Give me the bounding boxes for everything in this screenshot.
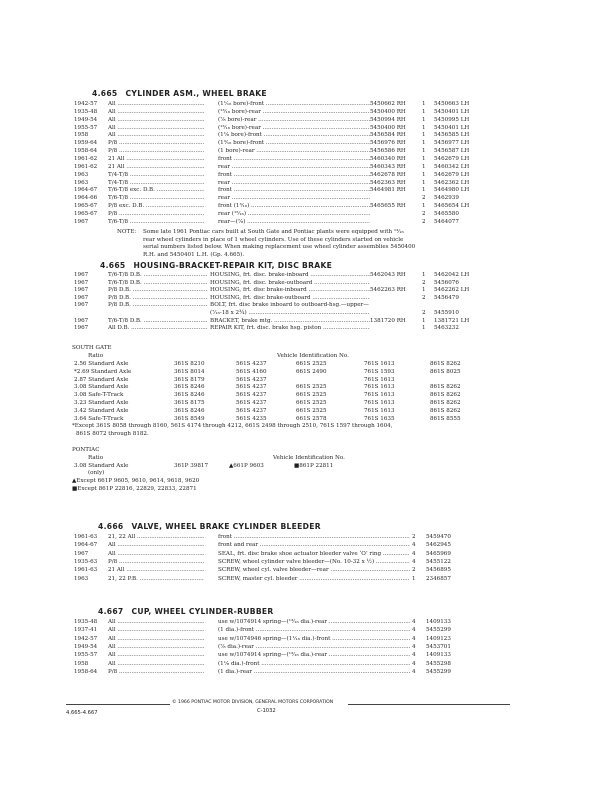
footer-page-code: C-1032: [257, 708, 276, 714]
part-number: 5464077: [434, 218, 459, 225]
description: front and rear .....: [218, 541, 410, 550]
section-heading: HOUSING-BRACKET-REPAIR KIT, DISC BRAKE: [133, 261, 333, 270]
description: (1 bore)-rear .....: [218, 147, 370, 156]
part-number-rh: 5462363 RH: [370, 179, 406, 186]
part-number: 5450401 LH: [434, 108, 470, 115]
model: T/6-T/8 D.B. .....: [108, 271, 208, 280]
south-gate-title: SOUTH GATE: [72, 345, 112, 351]
year: 1963: [74, 575, 89, 582]
quantity: 2: [422, 310, 426, 316]
quantity: 1: [422, 272, 426, 278]
model: 21, 22 P.B. .....: [108, 575, 204, 584]
vin-v2: 561S 4160: [236, 368, 267, 375]
quantity: 1: [422, 325, 426, 332]
quantity: 1: [422, 203, 426, 210]
description: rear—(⁷⁄₈) .....: [218, 218, 370, 227]
part-number-rh: 5462678 RH: [370, 171, 406, 178]
part-number-rh: 5450994 RH: [370, 116, 406, 123]
model: P/8 D.B. .....: [108, 286, 208, 295]
part-number: 5456977 LH: [434, 140, 470, 147]
description: rear .....: [218, 194, 370, 203]
part-number: 5450995 LH: [434, 116, 470, 123]
part-number: 5462362 LH: [434, 179, 470, 186]
pontiac-footnote-square: ■Except 861P 22816, 22829, 22833, 22871: [72, 486, 197, 492]
description: BRACKET, brake mtg. .....: [210, 317, 370, 326]
part-number-rh: 5450400 RH: [370, 124, 406, 131]
part-number-rh: 5450400 RH: [370, 108, 406, 115]
pontiac-ratio-sub: (only): [88, 470, 105, 476]
part-number-rh: 5450662 RH: [370, 101, 406, 107]
part-number-rh: 5462263 RH: [370, 287, 406, 294]
year: 1958-64: [74, 148, 98, 155]
vin-v1: 361S 8246: [174, 384, 205, 391]
vin-v4: 761S 1613: [364, 384, 395, 391]
model: P/8 .....: [108, 558, 204, 567]
part-number: 5462679 LH: [434, 171, 470, 178]
quantity: 4: [412, 668, 416, 675]
quantity: 1: [422, 171, 426, 178]
quantity: 2: [412, 567, 416, 574]
year: 1942-57: [74, 101, 98, 107]
year: 1961-63: [74, 534, 98, 540]
year: 1961-63: [74, 567, 98, 574]
model: All .....: [108, 124, 204, 133]
quantity: 1: [412, 575, 416, 582]
vin-v4: 761S 1635: [364, 415, 395, 422]
year: 1937-41: [74, 627, 98, 634]
year: 1955-57: [74, 652, 98, 659]
vin-v5: 861S 8555: [430, 415, 461, 422]
description: SCREW, wheel cylinder valve bleeder—(No. 10-32 x ½) .....: [218, 558, 410, 567]
description: use w/1074914 spring—(¹³⁄₁₆ dia.)-rear .....: [218, 651, 410, 660]
description: front .....: [218, 171, 370, 180]
year: 1955-57: [74, 124, 98, 131]
section-number: 4.667: [98, 607, 124, 616]
model: All .....: [108, 618, 204, 627]
model: All .....: [108, 100, 204, 109]
part-number-rh: 5460343 RH: [370, 163, 406, 170]
footer-copyright: © 1966 PONTIAC MOTOR DIVISION, GENERAL MOTORS CORPORATION: [172, 700, 334, 705]
vin-v2: 561S 4237: [236, 400, 267, 406]
description: (¹³⁄₁₆ bore)-rear .....: [218, 108, 370, 117]
description: SEAL, frt. disc brake shoe actuator bleeder valve ‘O’ ring .....: [218, 550, 410, 559]
description: SCREW, master cyl. bleeder .....: [218, 575, 410, 584]
vin-row: [74, 383, 554, 391]
note-label: NOTE:: [117, 229, 137, 235]
year: 1964-67: [74, 187, 98, 194]
quantity: 4: [412, 660, 416, 667]
part-number: 5465654 LH: [434, 203, 470, 210]
description: rear .....: [218, 179, 370, 188]
vin-row: [74, 376, 554, 384]
part-number: 1409133: [426, 619, 451, 625]
model: T/6-T/8 exc. D.B. .....: [108, 186, 204, 195]
description: REPAIR KIT, frt. disc. brake hsg. piston .....: [210, 324, 370, 333]
part-number-rh: 5465655 RH: [370, 203, 406, 210]
part-number: 2346857: [426, 575, 451, 582]
section-number: 4.665: [100, 261, 126, 270]
vin-v1: 361S 8175: [174, 400, 205, 406]
description: (1 dia.)-rear .....: [218, 668, 410, 677]
part-number: 5453701: [426, 643, 451, 650]
vin-v1: 361S 8549: [174, 415, 205, 422]
model: P/8 .....: [108, 210, 204, 219]
section-heading: CUP, WHEEL CYLINDER-RUBBER: [131, 607, 274, 616]
vin-row: [74, 360, 554, 368]
quantity: 4: [412, 550, 416, 557]
model: 21, 22 All .....: [108, 533, 204, 542]
model: All .....: [108, 116, 204, 125]
model: T/6-T/8 D.B. .....: [108, 317, 208, 326]
quantity: 1: [422, 132, 426, 139]
model: All .....: [108, 635, 204, 644]
model: 21 All .....: [108, 566, 204, 575]
year: 1935-48: [74, 108, 98, 115]
part-number: 5456076: [434, 279, 459, 286]
quantity: 2: [412, 534, 416, 540]
description: rear .....: [218, 163, 370, 172]
model: T/6-T/8 .....: [108, 218, 204, 227]
year: 1967: [74, 287, 89, 294]
ratio: 3.08 Safe-T-Track: [74, 392, 124, 399]
ratio: 3.64 Safe-T-Track: [74, 415, 124, 422]
description: (1 dia.)-front .....: [218, 626, 410, 635]
quantity: 4: [412, 542, 416, 549]
section-title-rubber-cup: [98, 607, 274, 616]
quantity: 1: [422, 155, 426, 162]
year: 1964-66: [74, 195, 98, 202]
part-number: 5455122: [426, 558, 451, 565]
vin-v4: 761S 1613: [364, 392, 395, 399]
model: P/8 D.B. .....: [108, 301, 208, 310]
vin-v1: 361S 8246: [174, 392, 205, 399]
model: All .....: [108, 108, 204, 117]
part-number: 5460342 LH: [434, 163, 470, 170]
model: All .....: [108, 626, 204, 635]
year: 1965-67: [74, 203, 98, 210]
ratio: 3.42 Standard Axle: [74, 407, 129, 414]
pontiac-vin-header: Vehicle Identification No.: [273, 455, 345, 461]
quantity: 1: [422, 148, 426, 155]
year: 1967: [74, 325, 89, 332]
vin-v3: 661S 2525: [296, 392, 327, 399]
quantity: 1: [422, 163, 426, 170]
description: (1³⁄₁₆ bore)-front .....: [218, 139, 370, 148]
year: 1967: [74, 272, 89, 278]
cylinder-note: [117, 229, 417, 259]
quantity: 2: [422, 294, 426, 301]
description: (⁷⁄₈ dia.)-rear .....: [218, 643, 410, 652]
part-number: 5462042 LH: [434, 272, 470, 278]
part-number: 5456895: [426, 567, 451, 574]
quantity: 1: [422, 101, 426, 107]
part-number: 5464980 LH: [434, 187, 470, 194]
description: use w/1074946 spring—(1¹⁄₁₆ dia.)-front .....: [218, 635, 410, 644]
quantity: 1: [422, 108, 426, 115]
vin-v5: 861S 8262: [430, 407, 461, 414]
section-title-cylinder-asm: [92, 89, 267, 98]
year: 1949-54: [74, 643, 98, 650]
model: P/8 D.B. .....: [108, 294, 208, 303]
model: 21 All .....: [108, 155, 204, 164]
pontiac-title: PONTIAC: [72, 447, 100, 453]
year: 1949-54: [74, 116, 98, 123]
part-number: 5456587 LH: [434, 148, 470, 155]
model: All .....: [108, 541, 204, 550]
vin-v5: 861S 8025: [430, 368, 461, 375]
vin-v1: 361S 8014: [174, 368, 205, 375]
quantity: 1: [422, 179, 426, 186]
part-number-rh: 5456976 RH: [370, 140, 406, 147]
year: 1958-64: [74, 668, 98, 675]
ratio: 2.87 Standard Axle: [74, 376, 129, 383]
vin-v5: 861S 8262: [430, 392, 461, 399]
vin-v1: 361S 8179: [174, 376, 205, 383]
table-row: [74, 668, 554, 677]
description: rear (¹⁵⁄₁₆) .....: [218, 210, 370, 219]
vin-row: [74, 399, 554, 407]
part-number: 5450663 LH: [434, 101, 470, 107]
ratio: *2.69 Standard Axle: [74, 368, 132, 375]
part-number: 5462262 LH: [434, 287, 470, 294]
quantity: 4: [412, 635, 416, 642]
quantity: 2: [422, 195, 426, 202]
vin-v3: 661S 2525: [296, 384, 327, 391]
model: All .....: [108, 660, 204, 669]
year: 1967: [74, 279, 89, 286]
quantity: 1: [422, 116, 426, 123]
model: T/6-T/8 .....: [108, 194, 204, 203]
model: P/8 .....: [108, 147, 204, 156]
year: 1964-67: [74, 542, 98, 549]
description: HOUSING, frt. disc. brake-outboard .....: [210, 279, 370, 288]
quantity: 2: [422, 218, 426, 225]
year: 1965-67: [74, 210, 98, 217]
model: P/8 .....: [108, 139, 204, 148]
part-number: 5455299: [426, 627, 451, 634]
part-number-rh: 5456584 RH: [370, 132, 406, 139]
year: 1961-62: [74, 163, 98, 170]
description: front .....: [218, 186, 370, 195]
description: (⁷⁄₈ bore)-rear .....: [218, 116, 370, 125]
vin-v1: 361S 8210: [174, 361, 205, 367]
table-row: [74, 324, 554, 333]
south-gate-ratio-header: Ratio: [88, 353, 104, 359]
ratio: 3.23 Standard Axle: [74, 400, 129, 406]
description: (¹³⁄₁₆ bore)-rear .....: [218, 124, 370, 133]
part-number: 1381721 LH: [434, 317, 470, 324]
section-title-housing-bracket: [100, 261, 332, 270]
quantity: 1: [422, 140, 426, 147]
year: 1967: [74, 294, 89, 301]
year: 1935-63: [74, 558, 98, 565]
quantity: 1: [422, 124, 426, 131]
quantity: 4: [412, 619, 416, 625]
pontiac-footnote-triangle: ▲Except 661P 9605, 9610, 9614, 9618, 9620: [72, 478, 200, 484]
vin-row: [74, 391, 554, 399]
description: (1¹⁄₈ dia.)-front .....: [218, 660, 410, 669]
part-number: 5465580: [434, 210, 459, 217]
model: T/4-T/8 .....: [108, 179, 204, 188]
ratio: 3.08 Standard Axle: [74, 384, 129, 391]
vin-v4: 761S 1613: [364, 361, 395, 367]
part-number-rh: 5456586 RH: [370, 148, 406, 155]
model: All .....: [108, 550, 204, 559]
description: (1¹⁄₁₆ bore)-front .....: [218, 100, 370, 109]
vin-v5: 861S 8262: [430, 384, 461, 391]
model: P/8 exc. D.B. .....: [108, 202, 204, 211]
model: 21 All .....: [108, 163, 204, 172]
pontiac-row: [74, 462, 554, 470]
table-row: [74, 218, 554, 227]
quantity: 4: [412, 643, 416, 650]
part-number: 5450401 LH: [434, 124, 470, 131]
description: front (1³⁄₁₆) .....: [218, 202, 370, 211]
part-number: 5459470: [426, 534, 451, 540]
year: 1942-57: [74, 635, 98, 642]
footer-rule-right: [348, 704, 510, 705]
year: 1967: [74, 218, 89, 225]
table-row: [74, 575, 554, 584]
part-number: 5456479: [434, 294, 459, 301]
vin-v3: 661S 2578: [296, 415, 327, 422]
model: All D.B. .....: [108, 324, 208, 333]
year: 1967: [74, 550, 89, 557]
vin-86: ■861P 22811: [294, 463, 334, 469]
vin-v2: 561S 4237: [236, 392, 267, 399]
part-number: 5455299: [426, 668, 451, 675]
vin-v3: 661S 2525: [296, 400, 327, 406]
vin-v2: 561S 4237: [236, 376, 267, 383]
footer-group-range: 4.665-4.667: [66, 710, 98, 716]
quantity: 4: [412, 627, 416, 634]
vin-36: 361P 39817: [174, 463, 209, 469]
ratio: 2.56 Standard Axle: [74, 361, 129, 367]
part-number-rh: 5464981 RH: [370, 187, 406, 194]
part-number: 1409123: [426, 635, 451, 642]
vin-v5: 861S 8262: [430, 361, 461, 367]
vin-v3: 661S 2525: [296, 407, 327, 414]
description: front .....: [218, 533, 410, 542]
model: P/8 .....: [108, 668, 204, 677]
vin-v4: 761S 1613: [364, 376, 395, 383]
year: 1961-62: [74, 155, 98, 162]
part-number-rh: 1381720 RH: [370, 317, 406, 324]
vin-v3: 661S 2525: [296, 361, 327, 367]
footer-rule-left: [66, 704, 170, 705]
description: HOUSING, frt. disc. brake-inboard .....: [210, 271, 370, 280]
part-number-rh: 5462043 RH: [370, 272, 406, 278]
description: (1¹⁄₈ bore)-front .....: [218, 131, 370, 140]
part-number: 5462945: [426, 542, 451, 549]
description: use w/1074914 spring—(¹³⁄₁₆ dia.)-rear .....: [218, 618, 410, 627]
vin-v2: 561S 4237: [236, 407, 267, 414]
quantity: 1: [422, 187, 426, 194]
vin-row: [74, 407, 554, 415]
part-number: 5465969: [426, 550, 451, 557]
part-number: 5462679 LH: [434, 155, 470, 162]
model: All .....: [108, 131, 204, 140]
description: HOUSING, frt. disc brake-inboard .....: [210, 286, 370, 295]
year: 1958: [74, 132, 89, 139]
description: (⁷⁄₁₆-18 x 2¾) .....: [210, 309, 370, 318]
vin-row: [74, 368, 554, 376]
south-gate-vin-header: Vehicle Identification No.: [277, 353, 349, 359]
quantity: 2: [422, 210, 426, 217]
part-number: 5455910: [434, 310, 459, 316]
quantity: 1: [422, 287, 426, 294]
pontiac-ratio-header: Ratio: [88, 455, 104, 461]
year: 1967: [74, 317, 89, 324]
model: All .....: [108, 651, 204, 660]
vin-row: [74, 415, 554, 423]
vin-v4: 761S 1593: [364, 368, 395, 375]
description: BOLT, frt. disc brake inboard to outboard-hsg.—upper— .....: [210, 301, 370, 310]
south-gate-footnote: *Except 361S 8058 through 8160, 561S 4174 through 4212, 661S 2498 through 2510, 761S 1597 through 1604,: [72, 423, 393, 429]
quantity: 1: [422, 317, 426, 324]
section-title-bleeder-valve: [98, 522, 321, 531]
vin-66: ▲661P 9603: [229, 463, 264, 469]
year: 1967: [74, 302, 89, 309]
part-number: 5456585 LH: [434, 132, 470, 139]
south-gate-footnote-cont: 861S 8072 through 8182.: [76, 431, 149, 437]
vin-v4: 761S 1613: [364, 400, 395, 406]
vin-v2: 561S 4235: [236, 415, 267, 422]
part-number-rh: 5460340 RH: [370, 155, 406, 162]
part-number: 5455298: [426, 660, 451, 667]
part-number: 5462939: [434, 195, 459, 202]
part-number: 1409133: [426, 652, 451, 659]
description: SCREW, wheel cyl. valve bleeder—rear .....: [218, 566, 410, 575]
vin-v4: 761S 1613: [364, 407, 395, 414]
year: 1963: [74, 171, 89, 178]
vin-v5: 861S 8262: [430, 400, 461, 406]
vin-v1: 361S 8246: [174, 407, 205, 414]
section-number: 4.666: [98, 522, 124, 531]
year: 1959-64: [74, 140, 98, 147]
description: HOUSING, frt. disc brake-outboard .....: [210, 294, 370, 303]
vin-v2: 561S 4237: [236, 384, 267, 391]
quantity: 4: [412, 652, 416, 659]
section-heading: VALVE, WHEEL BRAKE CYLINDER BLEEDER: [131, 522, 321, 531]
section-heading: CYLINDER ASM., WHEEL BRAKE: [125, 89, 267, 98]
quantity: 2: [422, 279, 426, 286]
model: T/6-T/8 D.B. .....: [108, 279, 208, 288]
vin-v3: 661S 2490: [296, 368, 327, 375]
year: 1935-48: [74, 619, 98, 625]
vin-v2: 561S 4237: [236, 361, 267, 367]
year: 1958: [74, 660, 89, 667]
description: front .....: [218, 155, 370, 164]
note-text: Some late 1961 Pontiac cars built at South Gate and Pontiac plants were equipped with ¹³⁄₁₆ rear wheel cylinders in place of 1 wheel cylinders. Use of these cylinders started on vehicle serial numbers listed below. When making replacement use wheel cylinder assemblies 5450400 R.H. and 5450401 L.H. (Gp. 4.665).: [143, 229, 416, 258]
part-number: 5463232: [434, 325, 459, 332]
year: 1963: [74, 179, 89, 186]
ratio: 3.08 Standard Axle: [74, 463, 129, 469]
section-number: 4.665: [92, 89, 118, 98]
quantity: 4: [412, 558, 416, 565]
model: All .....: [108, 643, 204, 652]
model: T/4-T/8 .....: [108, 171, 204, 180]
